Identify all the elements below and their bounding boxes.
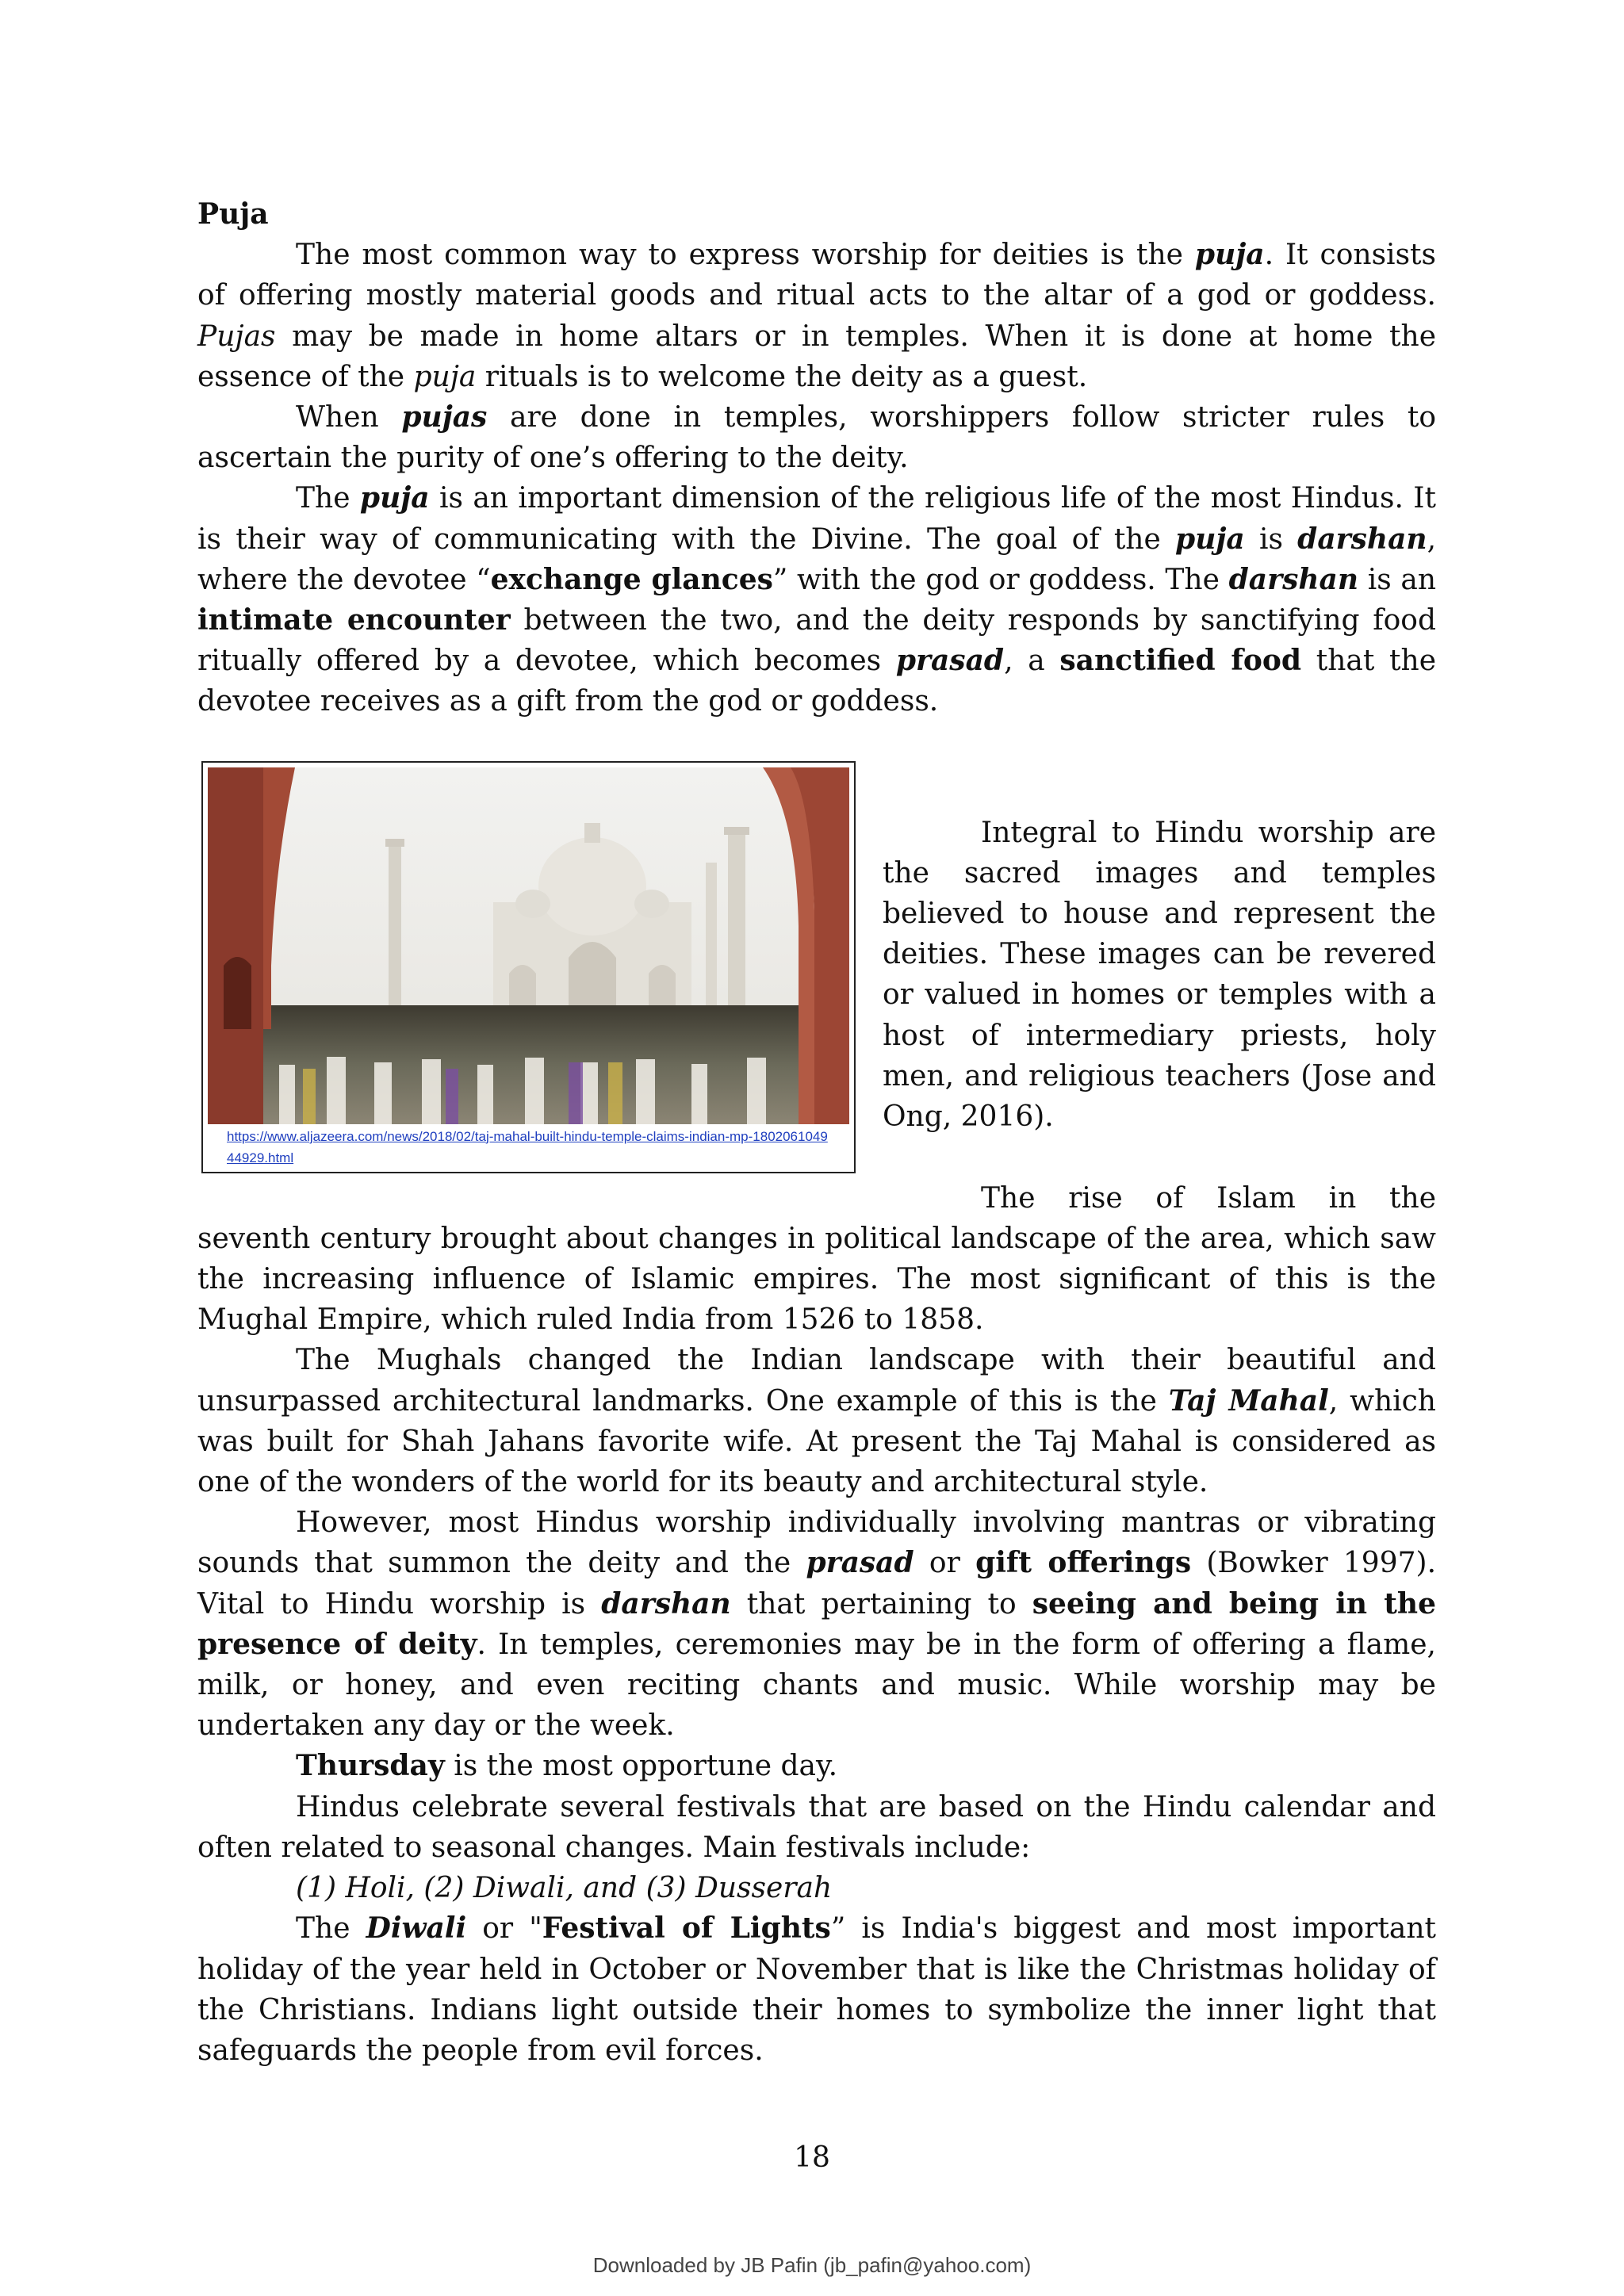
paragraph-islam: The rise of Islam in the seventh century brought about changes in political landscape of the area, which saw the increasing influence of Islamic empires. The most significant of this is the Mughal Empire, which ruled India from 1526 to 1858. (197, 1181, 1436, 1337)
taj-mahal-prayer-photo (208, 767, 849, 1124)
section-heading: Puja (197, 197, 269, 231)
paragraph-darshan: The puja is an important dimension of the religious life of the most Hindus. It is their way of communicating with the Divine. The goal of the puja is darshan, where the devotee “exchange glances” with the god or goddess. The darshan is an intimate encounter between the two, and the deity responds by sanctifying food ritually offered by a devotee, which becomes prasad, a sanctified food that the devotee receives as a gift from the god or goddess. (197, 481, 1437, 718)
page-body (197, 194, 1436, 2071)
paragraph-puja-intro: The most common way to express worship for deities is the puja. It consists of offering mostly material goods and ritual acts to the altar of a god or goddess. Pujas may be made in home altars or in temples. When it is done at home the essence of the puja rituals is to welcome the deity as a guest. (197, 238, 1436, 393)
paragraph-sacred-images: Integral to Hindu worship are the sacred images and temples believed to house and represent the deities. These images can be revered or valued in homes or temples with a host of intermediary priests, holy men, and religious teachers (Jose and Ong, 2016). (883, 816, 1436, 1134)
side-paragraph (883, 813, 1436, 1138)
figure-row (197, 761, 1436, 1178)
taj-mahal-figure (201, 761, 856, 1173)
festival-list: (1) Holi, (2) Diwali, and (3) Dusserah (296, 1872, 833, 1905)
paragraph-thursday: Thursday is the most opportune day. (296, 1749, 838, 1783)
paragraph-hindu-worship: However, most Hindus worship individually involving mantras or vibrating sounds that summon the deity and the prasad or gift offerings (Bowker 1997). Vital to Hindu worship is darshan that pertaining to seeing and being in the presence of deity. In temples, ceremonies may be in the form of offering a flame, milk, or honey, and even reciting chants and music. While worship may be undertaken any day or the week. (197, 1506, 1437, 1743)
paragraph-mughals: The Mughals changed the Indian landscape with their beautiful and unsurpassed architectural landmarks. One example of this is the Taj Mahal, which was built for Shah Jahans favorite wife. At present the Taj Mahal is considered as one of the wonders of the world for its beauty and architectural style. (197, 1344, 1436, 1499)
paragraph-festivals: Hindus celebrate several festivals that are based on the Hindu calendar and often related to seasonal changes. Main festivals include: (197, 1790, 1436, 1864)
photo-source-link[interactable]: https://www.aljazeera.com/news/2018/02/taj-mahal-built-hindu-temple-claims-indian-mp-180206104944929.html (227, 1128, 828, 1165)
page-number: 18 (794, 2141, 830, 2174)
download-footer: Downloaded by JB Pafin (jb_pafin@yahoo.com) (592, 2253, 1032, 2277)
paragraph-diwali: The Diwali or "Festival of Lights” is India's biggest and most important holiday of the year held in October or November that is like the Christmas holiday of the Christians. Indians light outside their homes to symbolize the inner light that safeguards the people from evil forces. (197, 1911, 1437, 2067)
paragraph-temple-pujas: When pujas are done in temples, worshippers follow stricter rules to ascertain the purity of one’s offering to the deity. (197, 400, 1437, 475)
